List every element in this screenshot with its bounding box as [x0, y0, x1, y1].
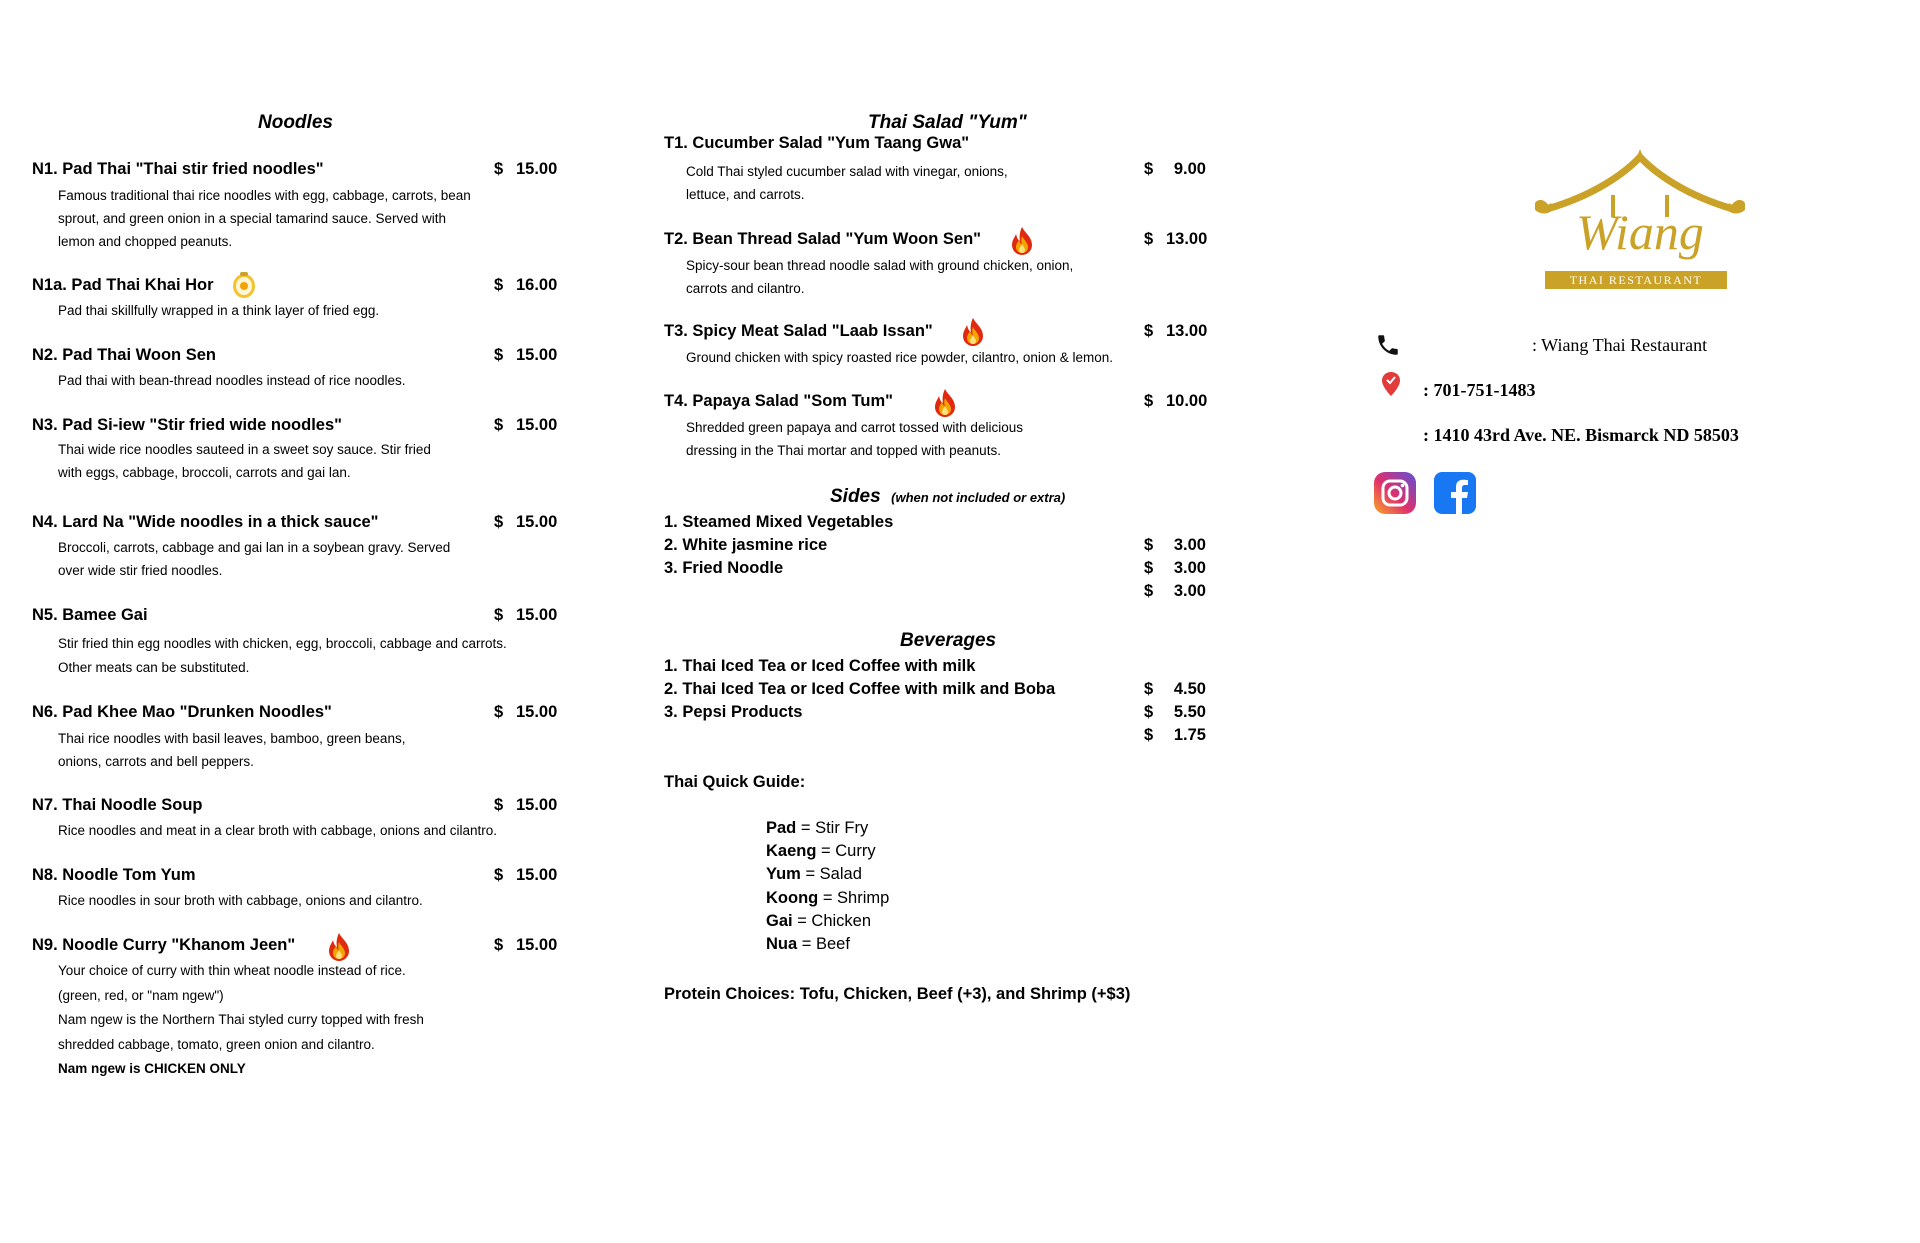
description-line: carrots and cilantro. — [686, 281, 805, 296]
menu-item-price: 16.00 — [516, 276, 558, 294]
guide-term: Gai — [766, 912, 793, 930]
currency-symbol: $ — [1144, 230, 1154, 248]
description-line: Stir fried thin egg noodles with chicken, egg, broccoli, cabbage and carrots. — [58, 636, 507, 651]
logo-name: Wiang — [1576, 204, 1704, 260]
currency-symbol: $ — [1144, 703, 1154, 721]
menu-item-name: N8. Noodle Tom Yum — [32, 866, 196, 884]
guide-entry — [766, 819, 868, 838]
beverage-item: 3. Pepsi Products — [664, 703, 803, 721]
menu-item-price: 15.00 — [516, 416, 558, 434]
currency-symbol: $ — [1144, 680, 1154, 698]
guide-entry — [766, 912, 871, 931]
menu-item-price: 13.00 — [1166, 230, 1208, 248]
menu-item-description — [58, 632, 507, 680]
currency-symbol: $ — [494, 796, 504, 814]
logo-tagline: THAI RESTAURANT — [1545, 271, 1727, 289]
menu-item-description — [58, 727, 405, 773]
menu-item-description — [58, 889, 423, 912]
menu-item-price: 15.00 — [516, 160, 558, 178]
menu-item-description — [58, 184, 471, 253]
flame-icon — [932, 388, 958, 418]
description-line: lemon and chopped peanuts. — [58, 234, 233, 249]
menu-item-name: N3. Pad Si-iew "Stir fried wide noodles" — [32, 416, 342, 434]
menu-item-price: 15.00 — [516, 606, 558, 624]
description-line: dressing in the Thai mortar and topped with peanuts. — [686, 443, 1001, 458]
guide-meaning: = Curry — [816, 842, 876, 860]
menu-item-description — [686, 254, 1073, 300]
side-price: 3.00 — [1173, 536, 1206, 554]
facebook-icon[interactable] — [1433, 471, 1477, 515]
guide-meaning: = Stir Fry — [796, 819, 869, 837]
currency-symbol: $ — [1144, 392, 1154, 410]
currency-symbol: $ — [494, 346, 504, 364]
menu-item-description — [686, 346, 1113, 369]
menu-item-name: T3. Spicy Meat Salad "Laab Issan" — [664, 322, 933, 340]
menu-item-name: N7. Thai Noodle Soup — [32, 796, 203, 814]
description-line: Spicy-sour bean thread noodle salad with ground chicken, onion, — [686, 258, 1074, 273]
beverage-item: 1. Thai Iced Tea or Iced Coffee with milk — [664, 657, 976, 675]
sides-heading-group — [830, 486, 1065, 508]
quick-guide-title: Thai Quick Guide: — [664, 773, 806, 791]
menu-item-name: N4. Lard Na "Wide noodles in a thick sauce" — [32, 513, 379, 531]
currency-symbol: $ — [1144, 726, 1154, 744]
description-line: Thai rice noodles with basil leaves, bamboo, green beans, — [58, 731, 406, 746]
contact-line: : 1410 43rd Ave. NE. Bismarck ND 58503 — [1423, 425, 1739, 445]
phone-icon — [1375, 332, 1401, 358]
description-line: Your choice of curry with thin wheat noodle instead of rice. — [58, 963, 406, 978]
contact-line: : 701-751-1483 — [1423, 380, 1536, 400]
flame-icon — [326, 932, 352, 962]
menu-item-price: 10.00 — [1166, 392, 1208, 410]
currency-symbol: $ — [494, 936, 504, 954]
menu-item-description — [58, 536, 450, 582]
side-item: 1. Steamed Mixed Vegetables — [664, 513, 894, 531]
menu-item-price: 15.00 — [516, 796, 558, 814]
restaurant-logo — [1535, 145, 1745, 295]
currency-symbol: $ — [494, 866, 504, 884]
description-line: Ground chicken with spicy roasted rice powder, cilantro, onion & lemon. — [686, 350, 1113, 365]
flame-icon — [960, 317, 986, 347]
description-line: Famous traditional thai rice noodles with egg, cabbage, carrots, bean — [58, 188, 471, 203]
description-line: shredded cabbage, tomato, green onion and cilantro. — [58, 1036, 375, 1052]
currency-symbol: $ — [494, 160, 504, 178]
guide-entry — [766, 865, 862, 884]
guide-meaning: = Salad — [800, 865, 862, 883]
egg-icon — [231, 271, 257, 299]
menu-item-price: 15.00 — [516, 513, 558, 531]
menu-item-price: 15.00 — [516, 866, 558, 884]
menu-item-description — [58, 299, 379, 322]
side-item: 3. Fried Noodle — [664, 559, 784, 577]
description-line: Thai wide rice noodles sauteed in a sweet soy sauce. Stir fried — [58, 442, 431, 457]
currency-symbol: $ — [1144, 559, 1154, 577]
menu-item-description — [686, 416, 1023, 462]
description-line: onions, carrots and bell peppers. — [58, 754, 254, 769]
sides-heading: Sides — [830, 486, 881, 507]
currency-symbol: $ — [494, 276, 504, 294]
menu-item-name: N2. Pad Thai Woon Sen — [32, 346, 216, 364]
guide-meaning: = Shrimp — [818, 889, 890, 907]
protein-choices: Protein Choices: Tofu, Chicken, Beef (+3), and Shrimp (+$3) — [664, 985, 1131, 1003]
description-line: (green, red, or "nam ngew") — [58, 987, 224, 1003]
salad-heading: Thai Salad "Yum" — [868, 112, 1027, 133]
description-line: sprout, and green onion in a special tamarind sauce. Served with — [58, 211, 446, 226]
beverage-price: 5.50 — [1173, 703, 1206, 721]
description-line: Other meats can be substituted. — [58, 660, 250, 675]
menu-item-description — [58, 438, 431, 484]
menu-item-description — [686, 160, 1008, 206]
currency-symbol: $ — [1144, 536, 1154, 554]
menu-item-name: N1. Pad Thai "Thai stir fried noodles" — [32, 160, 324, 178]
currency-symbol: $ — [1144, 582, 1154, 600]
guide-entry — [766, 889, 889, 908]
menu-item-price: 15.00 — [516, 346, 558, 364]
currency-symbol: $ — [1144, 160, 1154, 178]
location-pin-icon — [1380, 371, 1402, 397]
menu-item-price: 15.00 — [516, 936, 558, 954]
menu-item-price: 9.00 — [1173, 160, 1206, 178]
guide-meaning: = Beef — [797, 935, 850, 953]
menu-item-price: 13.00 — [1166, 322, 1208, 340]
description-line: Pad thai skillfully wrapped in a think layer of fried egg. — [58, 303, 380, 318]
guide-term: Yum — [766, 865, 801, 883]
menu-item-name: N1a. Pad Thai Khai Hor — [32, 276, 214, 294]
guide-entry — [766, 842, 876, 861]
menu-item-name: T4. Papaya Salad "Som Tum" — [664, 392, 893, 410]
menu-item-name: T1. Cucumber Salad "Yum Taang Gwa" — [664, 134, 970, 152]
menu-item-description — [58, 819, 497, 842]
guide-entry — [766, 935, 850, 954]
side-price: 3.00 — [1173, 559, 1206, 577]
beverage-price: 1.75 — [1173, 726, 1206, 744]
contact-line: : Wiang Thai Restaurant — [1532, 335, 1708, 355]
currency-symbol: $ — [494, 513, 504, 531]
instagram-icon[interactable] — [1373, 471, 1417, 515]
menu-item-price: 15.00 — [516, 703, 558, 721]
beverage-price: 4.50 — [1173, 680, 1206, 698]
menu-item-name: N5. Bamee Gai — [32, 606, 148, 624]
side-item: 2. White jasmine rice — [664, 536, 828, 554]
currency-symbol: $ — [494, 606, 504, 624]
description-line: Rice noodles in sour broth with cabbage, onions and cilantro. — [58, 893, 423, 908]
description-line: Rice noodles and meat in a clear broth with cabbage, onions and cilantro. — [58, 823, 498, 838]
guide-term: Kaeng — [766, 842, 817, 860]
guide-term: Nua — [766, 935, 798, 953]
currency-symbol: $ — [494, 703, 504, 721]
menu-item-name: N6. Pad Khee Mao "Drunken Noodles" — [32, 703, 332, 721]
currency-symbol: $ — [494, 416, 504, 434]
guide-meaning: = Chicken — [792, 912, 872, 930]
sides-subheading: (when not included or extra) — [891, 490, 1066, 505]
guide-term: Pad — [766, 819, 797, 837]
menu-item-description — [58, 369, 405, 392]
description-line: lettuce, and carrots. — [686, 187, 805, 202]
beverages-heading: Beverages — [900, 630, 997, 651]
currency-symbol: $ — [1144, 322, 1154, 340]
description-line: Nam ngew is the Northern Thai styled curry topped with fresh — [58, 1012, 424, 1027]
description-line: Shredded green papaya and carrot tossed with delicious — [686, 420, 1023, 435]
description-line: over wide stir fried noodles. — [58, 563, 223, 578]
side-price: 3.00 — [1173, 582, 1206, 600]
description-line: with eggs, cabbage, broccoli, carrots and gai lan. — [58, 465, 351, 480]
description-line: Broccoli, carrots, cabbage and gai lan in a soybean gravy. Served — [58, 540, 451, 555]
flame-icon — [1009, 226, 1035, 256]
description-line: Pad thai with bean-thread noodles instead of rice noodles. — [58, 373, 406, 388]
guide-term: Koong — [766, 889, 819, 907]
menu-item-description — [58, 959, 424, 1082]
menu-item-name: T2. Bean Thread Salad "Yum Woon Sen" — [664, 230, 981, 248]
beverage-item: 2. Thai Iced Tea or Iced Coffee with milk and Boba — [664, 680, 1056, 698]
item-note: Nam ngew is CHICKEN ONLY — [58, 1061, 246, 1076]
menu-item-name: N9. Noodle Curry "Khanom Jeen" — [32, 936, 296, 954]
description-line: Cold Thai styled cucumber salad with vinegar, onions, — [686, 164, 1008, 179]
noodles-heading: Noodles — [258, 112, 333, 133]
